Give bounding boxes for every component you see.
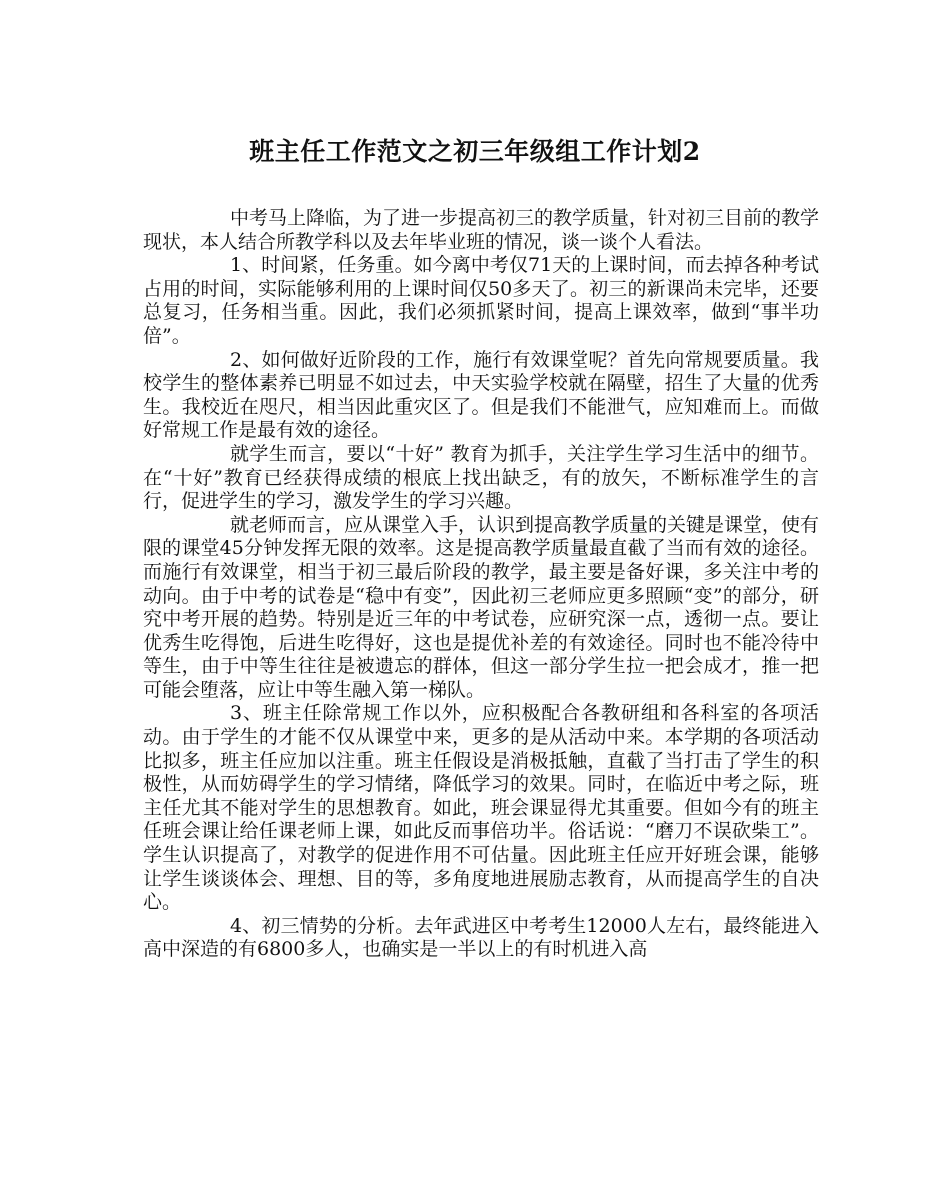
paragraph-4: 4、初三情势的分析。去年武进区中考考生12000人左右，最终能进入高中深造的有6800多人，也确实是一半以上的有时机进入高 (143, 914, 819, 961)
paragraph-1: 1、时间紧，任务重。如今离中考仅71天的上课时间，而去掉各种考试占用的时间，实际能够利用的上课时间仅50多天了。初三的新课尚未完毕，还要总复习，任务相当重。因此，我们必须抓紧时间，提高上课效率，做到“事半功倍”。 (143, 254, 819, 347)
document-title: 班主任工作范文之初三年级组工作计划2 (249, 137, 701, 166)
paragraph-2: 2、如何做好近阶段的工作，施行有效课堂呢？首先向常规要质量。我校学生的整体素养已明显不如过去，中天实验学校就在隔壁，招生了大量的优秀生。我校近在咫尺，相当因此重灾区了。但是我们不能泄气，应知难而上。而做好常规工作是最有效的途径。 (143, 348, 819, 442)
paragraph-teachers: 就老师而言，应从课堂入手，认识到提高教学质量的关键是课堂，使有限的课堂45分钟发挥无限的效率。这是提高教学质量最直截了当而有效的途径。而施行有效课堂，相当于初三最后阶段的教学，最主要是备好课，多关注中考的动向。由于中考的试卷是“稳中有变”，因此初三老师应更多照顾“变”的部分，研究中考开展的趋势。特别是近三年的中考试卷，应研究深一点，透彻一点。要让优秀生吃得饱，后进生吃得好，这也是提优补差的有效途径。同时也不能冷待中等生，由于中等生往往是被遗忘的群体，但这一部分学生拉一把会成才，推一把可能会堕落，应让中等生融入第一梯队。 (143, 513, 820, 701)
document-body (143, 207, 819, 962)
paragraph-3: 3、班主任除常规工作以外，应积极配合各教研组和各科室的各项活动。由于学生的才能不仅从课堂中来，更多的是从活动中来。本学期的各项活动比拟多，班主任应加以注重。班主任假设是消极抵触，直截了当打击了学生的积极性，从而妨碍学生的学习情绪，降低学习的效果。同时，在临近中考之际，班主任尤其不能对学生的思想教育。如此，班会课显得尤其重要。但如今有的班主任班会课让给任课老师上课，如此反而事倍功半。俗话说：“磨刀不误砍柴工”。学生认识提高了，对教学的促进作用不可估量。因此班主任应开好班会课，能够让学生谈谈体会、理想、目的等，多角度地进展励志教育，从而提高学生的自决心。 (143, 702, 819, 914)
paragraph-intro: 中考马上降临，为了进一步提高初三的教学质量，针对初三目前的教学现状，本人结合所教学科以及去年毕业班的情况，谈一谈个人看法。 (143, 207, 820, 253)
paragraph-students: 就学生而言，要以“十好” 教育为抓手，关注学生学习生活中的细节。在“十好”教育已经获得成绩的根底上找出缺乏，有的放矢，不断标准学生的言行，促进学生的学习，激发学生的学习兴趣。 (143, 442, 819, 513)
